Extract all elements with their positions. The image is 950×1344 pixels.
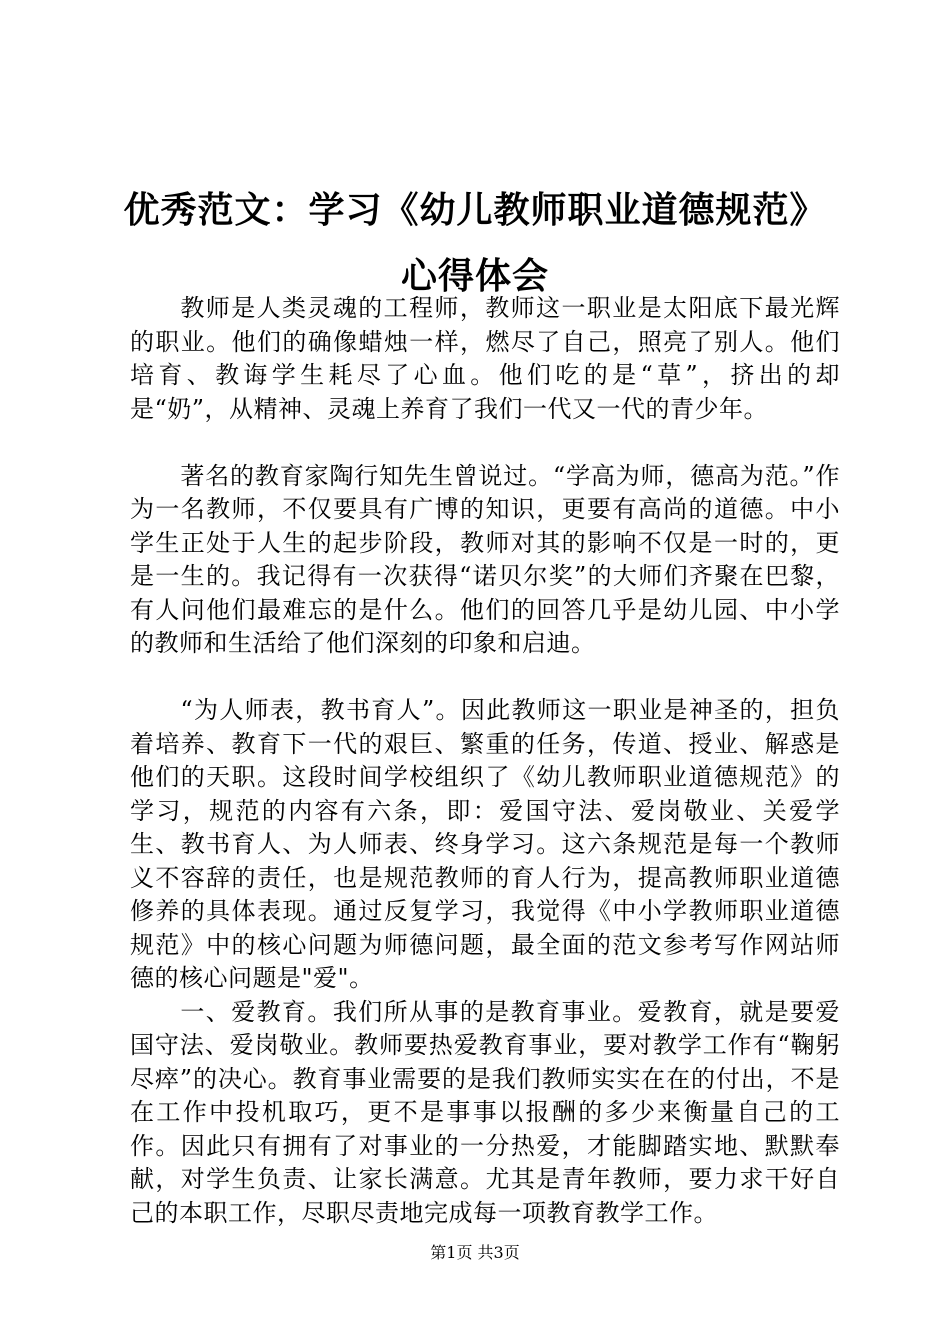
paragraph-2: 著名的教育家陶行知先生曾说过。“学高为师，德高为范。”作为一名教师，不仅要具有广博的知识，更要有高尚的道德。中小学生正处于人生的起步阶段，教师对其的影响不仅是一时的，更是一生的。我记得有一次获得“诺贝尔奖”的大师们齐聚在巴黎，有人问他们最难忘的是什么。他们的回答几乎是幼儿园、中小学的教师和生活给了他们深刻的印象和启迪。 xyxy=(130,461,840,657)
document-title: 优秀范文：学习《幼儿教师职业道德规范》心得体会 xyxy=(123,190,827,297)
paragraph-3: “为人师表，教书育人”。因此教师这一职业是神圣的，担负着培养、教育下一代的艰巨、繁重的任务，传道、授业、解惑是他们的天职。这段时间学校组织了《幼儿教师职业道德规范》的学习，规范的内容有六条，即：爱国守法、爱岗敬业、关爱学生、教书育人、为人师表、终身学习。这六条规范是每一个教师义不容辞的责任，也是规范教师的育人行为，提高教师职业道德修养的具体表现。通过反复学习，我觉得《中小学教师职业道德规范》中的核心问题为师德问题，最全面的范文参考写作网站师德的核心问题是"爱"。 xyxy=(130,696,840,992)
paragraph-1: 教师是人类灵魂的工程师，教师这一职业是太阳底下最光辉的职业。他们的确像蜡烛一样，燃尽了自己，照亮了别人。他们培育、教诲学生耗尽了心血。他们吃的是“草”，挤出的却是“奶”，从精神、灵魂上养育了我们一代又一代的青少年。 xyxy=(130,294,840,423)
page-footer: 第1页 共3页 xyxy=(430,1243,520,1262)
paragraph-4: 一、爱教育。我们所从事的是教育事业。爱教育，就是要爱国守法、爱岗敬业。教师要热爱教育事业，要对教学工作有“鞠躬尽瘁”的决心。教育事业需要的是我们教师实实在在的付出，不是在工作中投机取巧，更不是事事以报酬的多少来衡量自己的工作。因此只有拥有了对事业的一分热爱，才能脚踏实地、默默奉献，对学生负责、让家长满意。尤其是青年教师，要力求干好自己的本职工作，尽职尽责地完成每一项教育教学工作。 xyxy=(130,997,840,1227)
document-body xyxy=(130,292,840,1230)
